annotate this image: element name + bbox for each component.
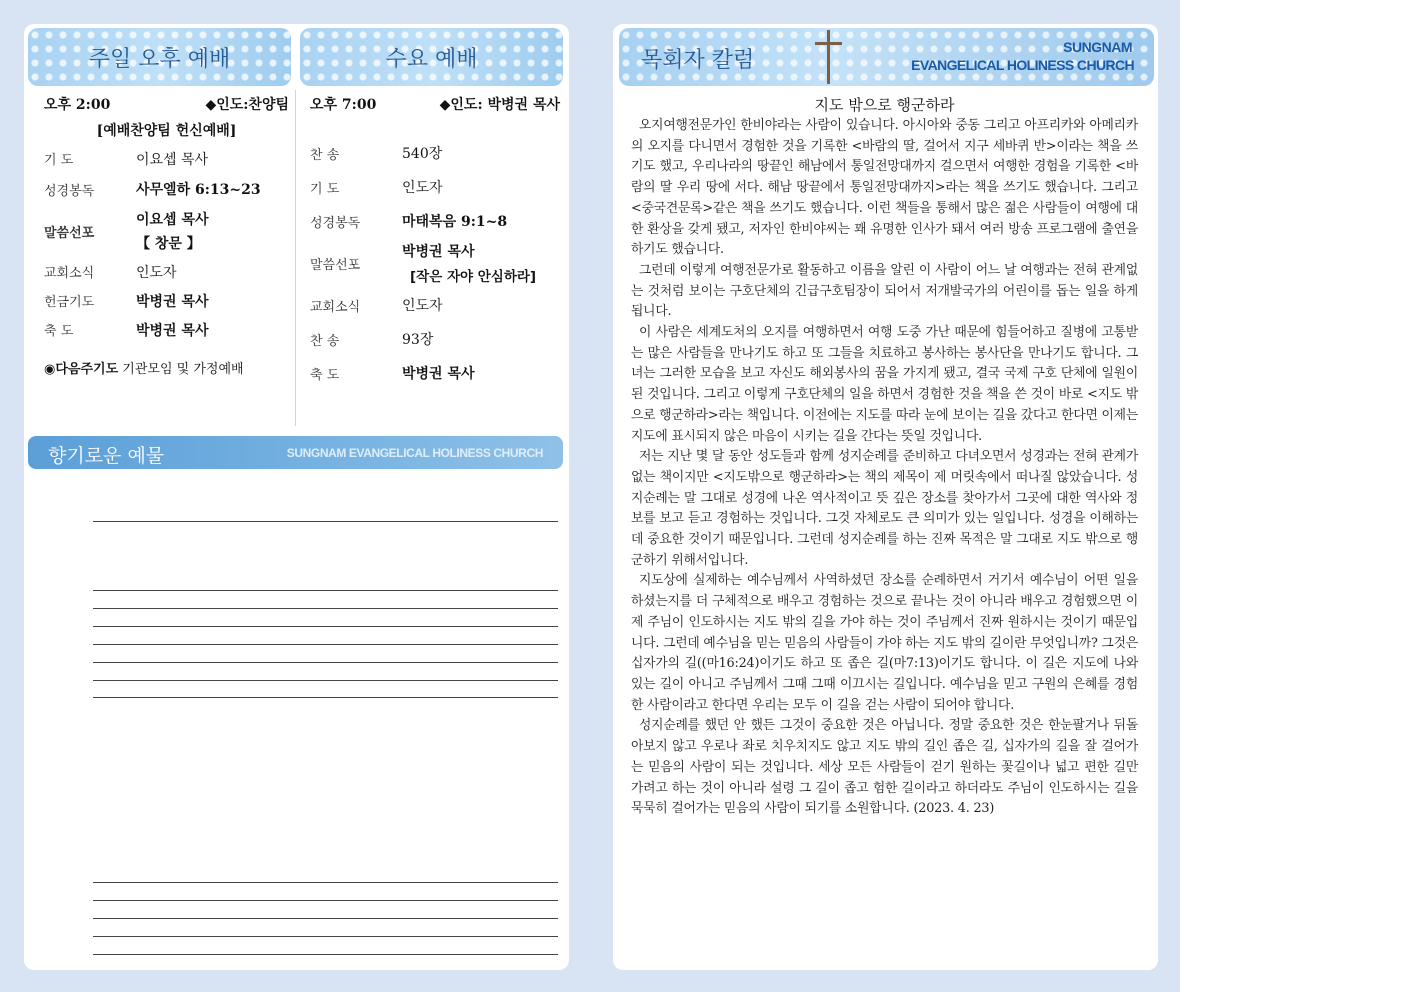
order-value: 인도자 <box>136 264 177 281</box>
order-label: 축 도 <box>310 367 340 383</box>
order-item <box>44 257 289 286</box>
article-paragraph: 성지순례를 했던 안 했든 그것이 중요한 것은 아닙니다. 정말 중요한 것은 한눈팔거나 뒤돌아보지 않고 우로나 좌로 치우치지도 않고 지도 밖의 길인 좁은 길, 십자가의 길을 잘 걸어가는 믿음의 사람이 되는 것입니다. 세상 모든 사람들이 걷기 원하는 꽃길이나 넓고 편한 길만 가려고 하는 것이 아니라 설령 그 길이 좁고 험한 길이라고 하더라도 주님이 인도하시는 길을 묵묵히 걸어가는 믿음의 사람이 되기를 소원합니다. (2023. 4. 23) <box>631 718 1138 817</box>
order-label: 헌금기도 <box>44 295 95 310</box>
article-paragraph: 이 사람은 세계도처의 오지를 여행하면서 여행 도중 가난 때문에 힘들어하고 질병에 고통받는 많은 사람들을 만나기도 하고 또 그들을 치료하고 봉사하는 봉사단을 만나기도 합니다. 그녀는 그러한 모습을 보고 자신도 해외봉사의 꿈을 가지게 됐고, 결국 국제 구호 단체에 일원이 된 것입니다. 그리고 이렇게 구호단체의 일을 하면서 경험한 것을 책을 쓴 것이 바로 <지도 밖으로 행군하라>라는 책입니다. 이전에는 지도를 따라 눈에 보이는 길을 갔다고 한다면 이제는 지도에 표시되지 않은 마음이 시키는 길을 간다는 뜻일 것입니다. <box>631 325 1138 444</box>
order-label: 성경봉독 <box>44 183 95 199</box>
sunday-service-header <box>28 28 291 86</box>
order-value: 540장 <box>402 146 443 162</box>
order-label: 말씀선포 <box>44 225 95 241</box>
sunday-service-title: 주일 오후 예배 <box>88 46 231 72</box>
order-label: 기 도 <box>310 181 340 197</box>
order-item <box>44 315 289 344</box>
order-value: 인도자 <box>402 298 443 314</box>
wednesday-service-order <box>310 92 560 390</box>
sunday-time: 오후 2:00 <box>44 97 111 113</box>
order-label: 성경봉독 <box>310 215 361 231</box>
sunday-time-row <box>44 92 289 116</box>
order-value <box>136 209 289 253</box>
offering-church-name: SUNGNAM EVANGELICAL HOLINESS CHURCH <box>286 446 543 460</box>
pastor-column-title: 목회자 칼럼 <box>641 48 755 73</box>
order-item <box>310 288 560 322</box>
order-label: 축 도 <box>44 324 74 339</box>
order-label: 기 도 <box>44 153 74 168</box>
article-paragraph: 그런데 이렇게 여행전문가로 활동하고 이름을 알린 이 사람이 어느 날 여행과는 전혀 관계없는 것처럼 보이는 구호단체의 긴급구호팀장이 되어서 저개발국가의 어린이를 돕는 일을 하게 됩니다. <box>631 262 1138 320</box>
order-value: 93장 <box>402 332 434 348</box>
wednesday-time-row <box>310 92 560 116</box>
order-label: 찬 송 <box>310 147 340 163</box>
offering-title: 향기로운 예물 <box>48 445 165 467</box>
writing-line <box>93 697 558 698</box>
next-prayer-value: 기관모임 및 가정예배 <box>122 362 244 377</box>
order-value: 박병권 목사 <box>402 366 475 382</box>
order-item <box>44 205 289 257</box>
order-item <box>310 356 560 390</box>
next-prayer-label: ◉다음주기도 <box>44 362 119 377</box>
order-value <box>402 241 560 285</box>
article-title: 지도 밖으로 행군하라 <box>814 96 955 114</box>
writing-line <box>93 590 558 591</box>
writing-line <box>93 626 558 627</box>
writing-line <box>93 936 558 937</box>
sermon-title: [작은 자야 안심하라] <box>410 269 537 285</box>
column-divider <box>295 90 296 426</box>
order-value: 인도자 <box>402 180 443 196</box>
order-item <box>310 204 560 238</box>
article-paragraph: 오지여행전문가인 한비야라는 사람이 있습니다. 아시아와 중동 그리고 아프리카와 아메리카의 오지를 다니면서 경험한 것을 기록한 <바람의 딸, 걸어서 지구 세바퀴 반>이라는 책을 쓰기도 했고, 우리나라의 땅끝인 해남에서 통일전망대까지 걸으면서 여행한 경험을 기록한 <바람의 딸 우리 땅에 서다. 해남 땅끝에서 통일전망대까지>라는 책을 쓰기도 했습니다. 그리고 <중국견문록>같은 책을 쓰기도 했습니다. 이런 책들을 통해서 많은 젊은 사람들이 여행에 대한 환상을 갖게 됐고, 저자인 한비야씨는 꽤 유명한 인사가 돼서 여러 방송 프로그램에 출연을 하기도 했습니다. <box>631 118 1138 258</box>
writing-line <box>93 521 558 522</box>
writing-line <box>93 918 558 919</box>
sunday-leader: ◆인도:찬양팀 <box>205 97 289 113</box>
order-item <box>310 170 560 204</box>
order-item <box>44 173 289 205</box>
writing-line <box>93 680 558 681</box>
church-name-line2: EVANGELICAL HOLINESS CHURCH <box>911 57 1134 73</box>
order-value: 박병권 목사 <box>136 322 209 339</box>
writing-line <box>93 662 558 663</box>
sunday-subtitle: [예배찬양팀 헌신예배] <box>96 123 237 139</box>
writing-line <box>93 608 558 609</box>
order-item <box>310 322 560 356</box>
pastor-column-header <box>619 28 1154 86</box>
wednesday-service-header <box>300 28 563 86</box>
column-article <box>631 94 1138 820</box>
order-label: 말씀선포 <box>310 257 361 273</box>
cross-icon <box>827 30 830 84</box>
order-value: 마태복음 9:1~8 <box>402 214 508 230</box>
church-name-line1: SUNGNAM <box>1063 39 1132 55</box>
article-paragraph: 지도상에 실제하는 예수님께서 사역하셨던 장소를 순례하면서 거기서 예수님이 어떤 일을 하셨는지를 더 구체적으로 배우고 경험하는 것으로 끝나는 것이 아니라 배우고 경험했으면 이제 주님이 인도하시는 지도 밖의 길을 가야 하는 것이 주님께서 진짜 원하시는 것이기 때문입니다. 그런데 예수님을 믿는 믿음의 사람들이 가야 하는 지도 밖의 길이란 무엇입니까? 그것은 십자가의 길((마16:24)이기도 하고 또 좁은 길(마7:13)이기도 합니다. 이 길은 지도에 나와 있는 길이 아니고 주님께서 그때 그때 이끄시는 길입니다. 예수님을 믿고 구원의 은혜를 경험한 사람이라고 한다면 우리는 모두 이 길을 걷는 사람이 되어야 합니다. <box>631 573 1138 713</box>
order-item <box>44 286 289 315</box>
order-value: 사무엘하 6:13~23 <box>136 182 261 198</box>
writing-line <box>93 954 558 955</box>
sermon-title: 【 창문 】 <box>136 236 201 252</box>
article-paragraph: 저는 지난 몇 달 동안 성도들과 함께 성지순례를 준비하고 다녀오면서 성경과는 전혀 관계가 없는 책이지만 <지도밖으로 행군하라>는 책의 제목이 제 머릿속에서 떠나질 않았습니다. 성지순례는 말 그대로 성경에 나온 역사적이고 뜻 깊은 장소를 찾아가서 그곳에 대한 역사와 정보를 보고 듣고 경험하는 것입니다. 그것 자체로도 큰 의미가 있는 일입니다. 성경을 이해하는데 중요한 것이기 때문입니다. 그런데 성지순례를 하는 진짜 목적은 말 그대로 지도 밖으로 행군하기 위해서입니다. <box>631 449 1138 568</box>
wednesday-time: 오후 7:00 <box>310 97 377 113</box>
order-label: 교회소식 <box>310 299 361 315</box>
offering-section-band <box>28 436 563 469</box>
next-week-prayer <box>44 358 289 377</box>
order-item <box>44 144 289 173</box>
sunday-service-order <box>44 92 289 377</box>
order-value: 이요셉 목사 <box>136 151 209 168</box>
order-value: 박병권 목사 <box>136 293 209 310</box>
writing-line <box>93 900 558 901</box>
order-item <box>310 136 560 170</box>
writing-line <box>93 882 558 883</box>
order-item <box>310 238 560 288</box>
wednesday-service-title: 수요 예배 <box>385 46 478 72</box>
writing-line <box>93 644 558 645</box>
wednesday-leader: ◆인도: 박병권 목사 <box>439 97 560 113</box>
order-label: 찬 송 <box>310 333 340 349</box>
sermon-preacher: 이요셉 목사 <box>136 212 209 228</box>
cross-icon-bar <box>815 42 842 45</box>
sermon-preacher: 박병권 목사 <box>402 244 475 260</box>
order-label: 교회소식 <box>44 266 95 281</box>
